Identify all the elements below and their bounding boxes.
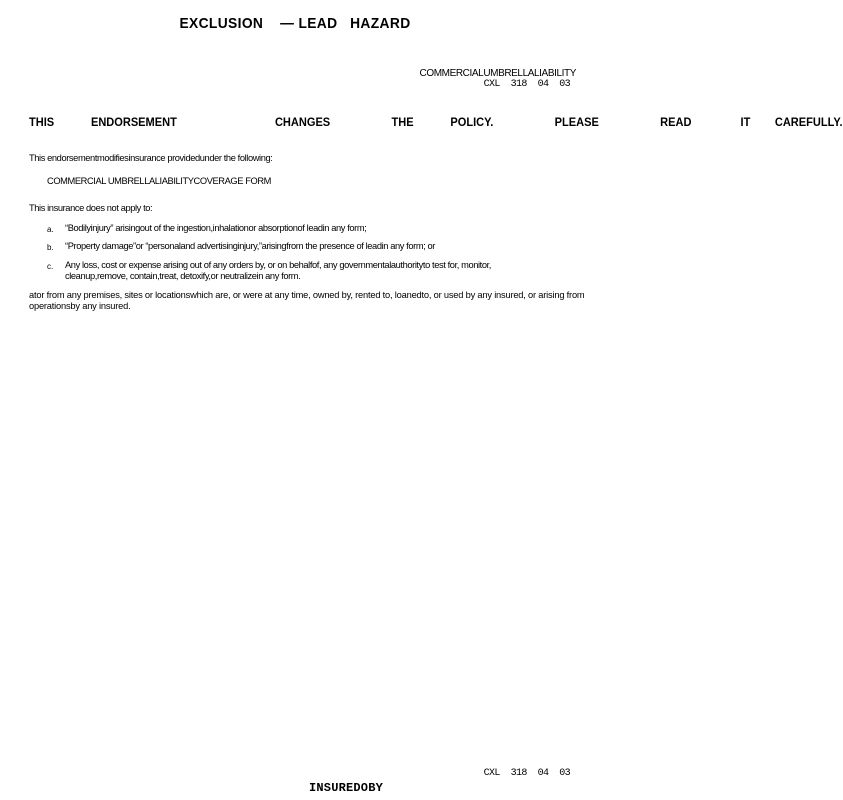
item-c-text-line-2: cleanup,remove, contain,treat, detoxify,or neutralizein any form. xyxy=(65,271,301,281)
endorsement-title: EXCLUSION — LEAD HAZARD xyxy=(179,15,411,32)
watermark-text: INSUREDOBY xyxy=(308,781,383,795)
continuation-paragraph: ator from any premises, sites or locationswhich are, or were at any time, owned by, rented to, loanedto, or used by any insured, or arising from operationsby any insured. xyxy=(29,290,585,311)
item-a-text: “Bodilyinjury” arisingout of the ingestion,inhalationor absorptionof leadin any form; xyxy=(65,223,367,233)
coverage-form-name: COMMERCIAL UMBRELLALIABILITYCOVERAGE FORM xyxy=(47,176,271,186)
form-code: CXL 318 04 03 xyxy=(483,79,570,90)
item-b-text: “Property damage”or “personaland advertisinginjury,”arisingfrom the presence of leadin any form; or xyxy=(65,241,436,251)
form-name: COMMERCIALUMBRELLALIABILITY xyxy=(419,68,576,79)
endorsement-notice: THIS ENDORSEMENT CHANGES THE POLICY. PLEASE READ IT CAREFULLY. xyxy=(29,115,843,129)
item-a-label: a. xyxy=(47,225,54,234)
item-c-label: c. xyxy=(47,262,54,271)
intro-text: This endorsementmodifiesinsurance providedunder the following: xyxy=(29,153,273,163)
footer-form-code: CXL 318 04 03 xyxy=(483,768,570,779)
item-b-label: b. xyxy=(47,243,54,252)
exclusion-intro: This insurance does not apply to: xyxy=(29,203,153,213)
item-c-text-line-1: Any loss, cost or expense arising out of any orders by, or on behalfof, any governmentalauthorityto test for, monitor, xyxy=(65,260,491,270)
